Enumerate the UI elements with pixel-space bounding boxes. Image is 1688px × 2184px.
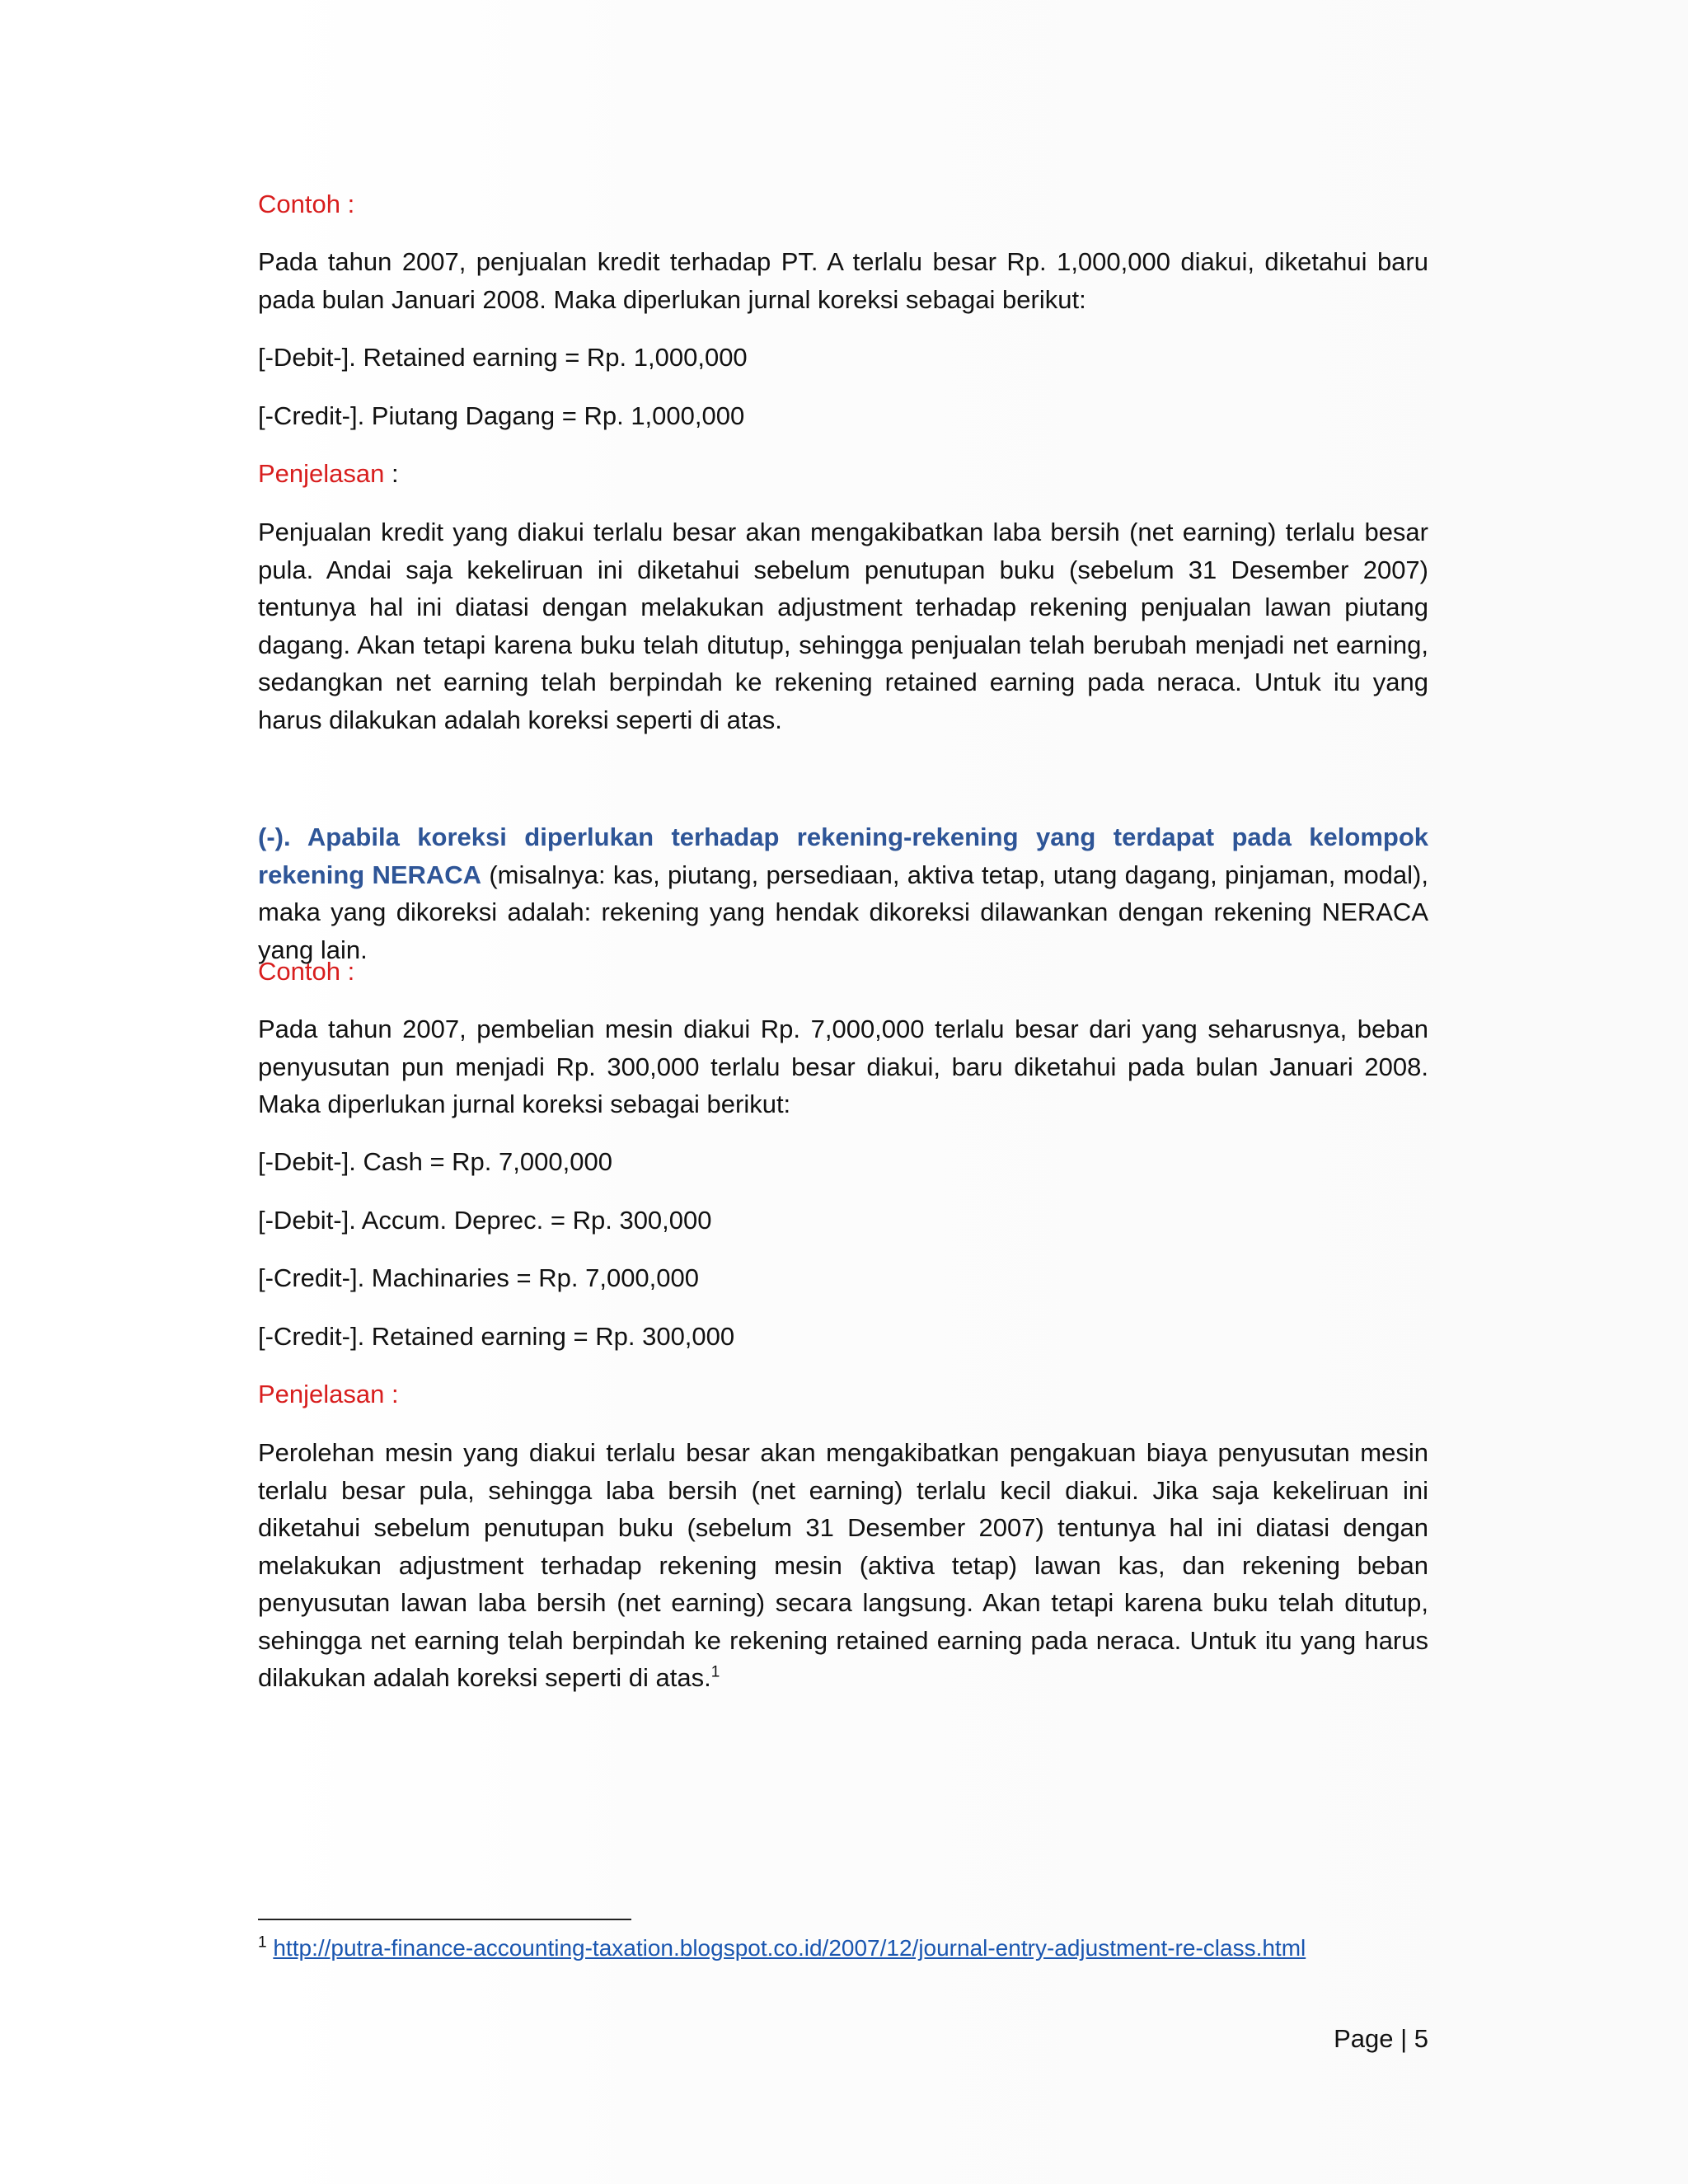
penjelasan-label-2: Penjelasan : — [258, 1380, 399, 1408]
section-heading-bold: (-). Apabila koreksi diperlukan terhadap rekening-rekening yang terdapat pada kelompok rekening NERACA — [258, 823, 1428, 889]
example-paragraph-1: Pada tahun 2007, penjualan kredit terhadap PT. A terlalu besar Rp. 1,000,000 diakui, diketahui baru pada bulan Januari 2008. Maka diperlukan jurnal koreksi sebagai berikut: — [258, 247, 1428, 314]
section-heading-rest: (misalnya: kas, piutang, persediaan, aktiva tetap, utang dagang, pinjaman, modal), maka yang dikoreksi adalah: rekening yang hendak dikoreksi dilawankan dengan rekening NERACA yang lain. — [258, 860, 1428, 964]
footnote-link[interactable]: http://putra-finance-accounting-taxation.blogspot.co.id/2007/12/journal-entry-adjustment-re-class.html — [273, 1935, 1306, 1961]
document-page — [258, 0, 1428, 2184]
contoh-label-2: Contoh : — [258, 957, 355, 986]
penjelasan-label-1: Penjelasan — [258, 459, 385, 488]
page-number: Page | 5 — [1334, 2024, 1428, 2053]
explanation-paragraph-1: Penjualan kredit yang diakui terlalu besar akan mengakibatkan laba bersih (net earning) terlalu besar pula. Andai saja kekeliruan ini diketahui sebelum penutupan buku (sebelum 31 Desember 2007) tentunya hal ini diatasi dengan melakukan adjustment terhadap rekening penjualan lawan piutang dagang. Akan tetapi karena buku telah ditutup, sehingga penjualan telah berubah menjadi net earning, sedangkan net earning telah berpindah ke rekening retained earning pada neraca. Untuk itu yang harus dilakukan adalah koreksi seperti di atas. — [258, 518, 1428, 734]
contoh-label-1: Contoh : — [258, 190, 355, 218]
section-heading-neraca — [258, 818, 1428, 968]
footnote-reference[interactable]: 1 — [710, 1663, 720, 1681]
footnote-number: 1 — [258, 1933, 267, 1952]
penjelasan-colon-1: : — [384, 459, 399, 488]
journal-entry-credit-machinaries: [-Credit-]. Machinaries = Rp. 7,000,000 — [258, 1263, 700, 1292]
journal-entry-credit-retained-earning: [-Credit-]. Retained earning = Rp. 300,000 — [258, 1322, 735, 1351]
penjelasan-heading-1 — [258, 455, 1428, 493]
journal-entry-credit-1: [-Credit-]. Piutang Dagang = Rp. 1,000,000 — [258, 401, 745, 430]
journal-entry-debit-accum-deprec: [-Debit-]. Accum. Deprec. = Rp. 300,000 — [258, 1206, 712, 1235]
footnote-separator — [258, 1919, 631, 1920]
explanation-text-2: Perolehan mesin yang diakui terlalu besar akan mengakibatkan pengakuan biaya penyusutan mesin terlalu besar pula, sehingga laba bersih (net earning) terlalu kecil diakui. Jika saja kekeliruan ini diketahui sebelum penutupan buku (sebelum 31 Desember 2007) tentunya hal ini diatasi dengan melakukan adjustment terhadap rekening mesin (aktiva tetap) lawan kas, dan rekening beban penyusutan lawan laba bersih (net earning) secara langsung. Akan tetapi karena buku telah ditutup, sehingga net earning telah berpindah ke rekening retained earning pada neraca. Untuk itu yang harus dilakukan adalah koreksi seperti di atas. — [258, 1438, 1428, 1692]
footnote — [258, 1932, 1428, 1965]
journal-entry-debit-1: [-Debit-]. Retained earning = Rp. 1,000,000 — [258, 343, 748, 372]
journal-entry-debit-cash: [-Debit-]. Cash = Rp. 7,000,000 — [258, 1147, 612, 1176]
example-paragraph-2: Pada tahun 2007, pembelian mesin diakui Rp. 7,000,000 terlalu besar dari yang seharusnya, beban penyusutan pun menjadi Rp. 300,000 terlalu besar diakui, baru diketahui pada bulan Januari 2008. Maka diperlukan jurnal koreksi sebagai berikut: — [258, 1015, 1428, 1118]
explanation-paragraph-2 — [258, 1434, 1428, 1697]
